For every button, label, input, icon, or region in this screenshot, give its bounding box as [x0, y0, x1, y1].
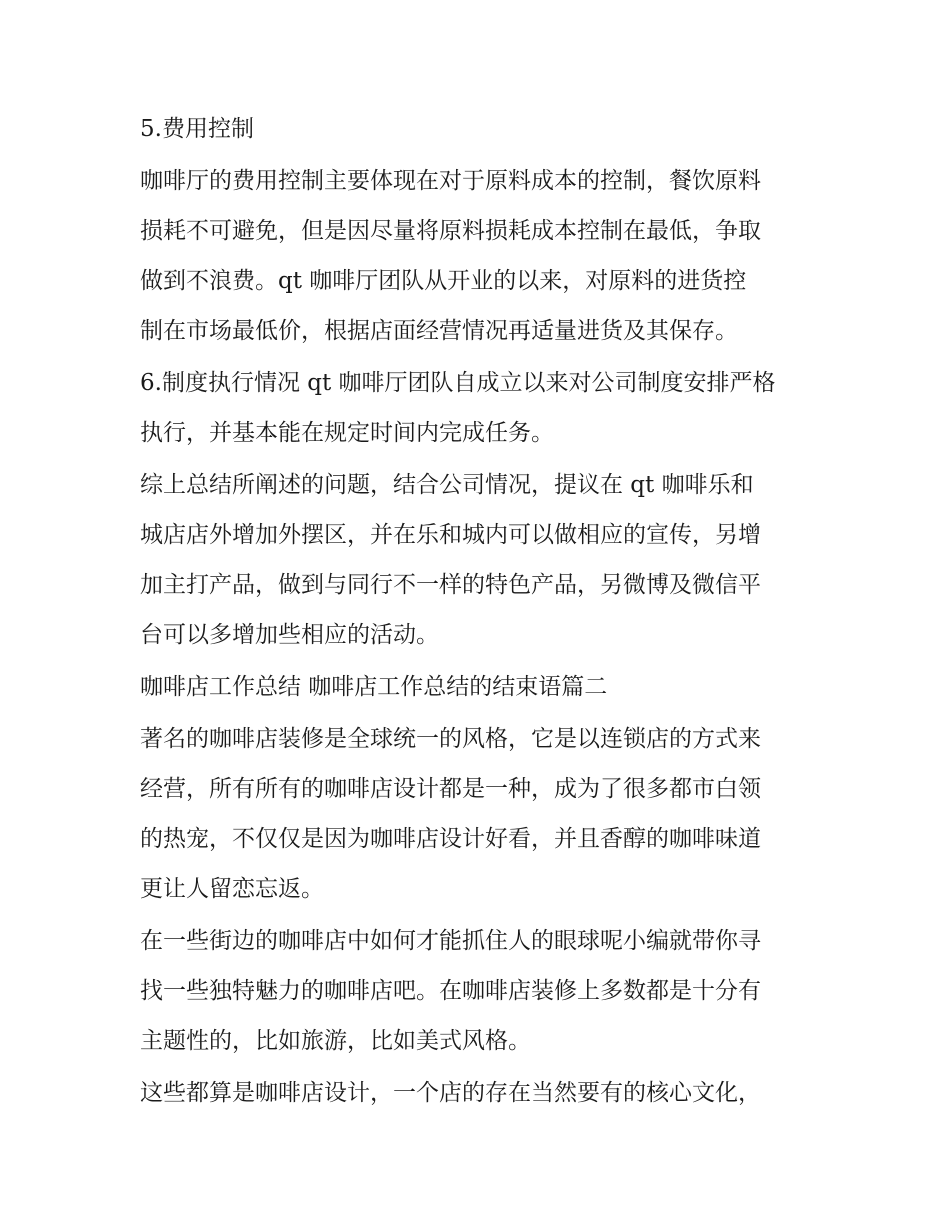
text-line: 台可以多增加些相应的活动。: [140, 622, 439, 648]
text-line: 加主打产品，做到与同行不一样的特色产品，另微博及微信平: [140, 572, 761, 598]
text-line: 更让人留恋忘返。: [140, 876, 324, 902]
text-line: 执行，并基本能在规定时间内完成任务。: [140, 420, 554, 446]
text-line: 做到不浪费。qt 咖啡厅团队从开业的以来，对原料的进货控: [140, 268, 747, 294]
text-line: 这些都算是咖啡店设计，一个店的存在当然要有的核心文化，: [140, 1080, 761, 1106]
article-title-part-two: 咖啡店工作总结 咖啡店工作总结的结束语篇二: [140, 674, 608, 700]
text-line: 在一些街边的咖啡店中如何才能抓住人的眼球呢小编就带你寻: [140, 928, 761, 954]
text-line: 综上总结所阐述的问题，结合公司情况，提议在 qt 咖啡乐和: [140, 472, 754, 498]
text-line: 的热宠，不仅仅是因为咖啡店设计好看，并且香醇的咖啡味道: [140, 826, 761, 852]
text-line: 损耗不可避免，但是因尽量将原料损耗成本控制在最低，争取: [140, 218, 761, 244]
text-line: 制在市场最低价，根据店面经营情况再适量进货及其保存。: [140, 318, 738, 344]
text-line: 咖啡厅的费用控制主要体现在对于原料成本的控制，餐饮原料: [140, 168, 761, 194]
text-line: 找一些独特魅力的咖啡店吧。在咖啡店装修上多数都是十分有: [140, 978, 761, 1004]
section-heading-policy-execution: 6.制度执行情况 qt 咖啡厅团队自成立以来对公司制度安排严格: [140, 370, 776, 396]
text-line: 主题性的，比如旅游，比如美式风格。: [140, 1028, 531, 1054]
text-line: 城店店外增加外摆区，并在乐和城内可以做相应的宣传，另增: [140, 522, 761, 548]
section-heading-cost-control: 5.费用控制: [140, 116, 254, 142]
text-line: 经营，所有所有的咖啡店设计都是一种，成为了很多都市白领: [140, 776, 761, 802]
text-line: 著名的咖啡店装修是全球统一的风格，它是以连锁店的方式来: [140, 726, 761, 752]
